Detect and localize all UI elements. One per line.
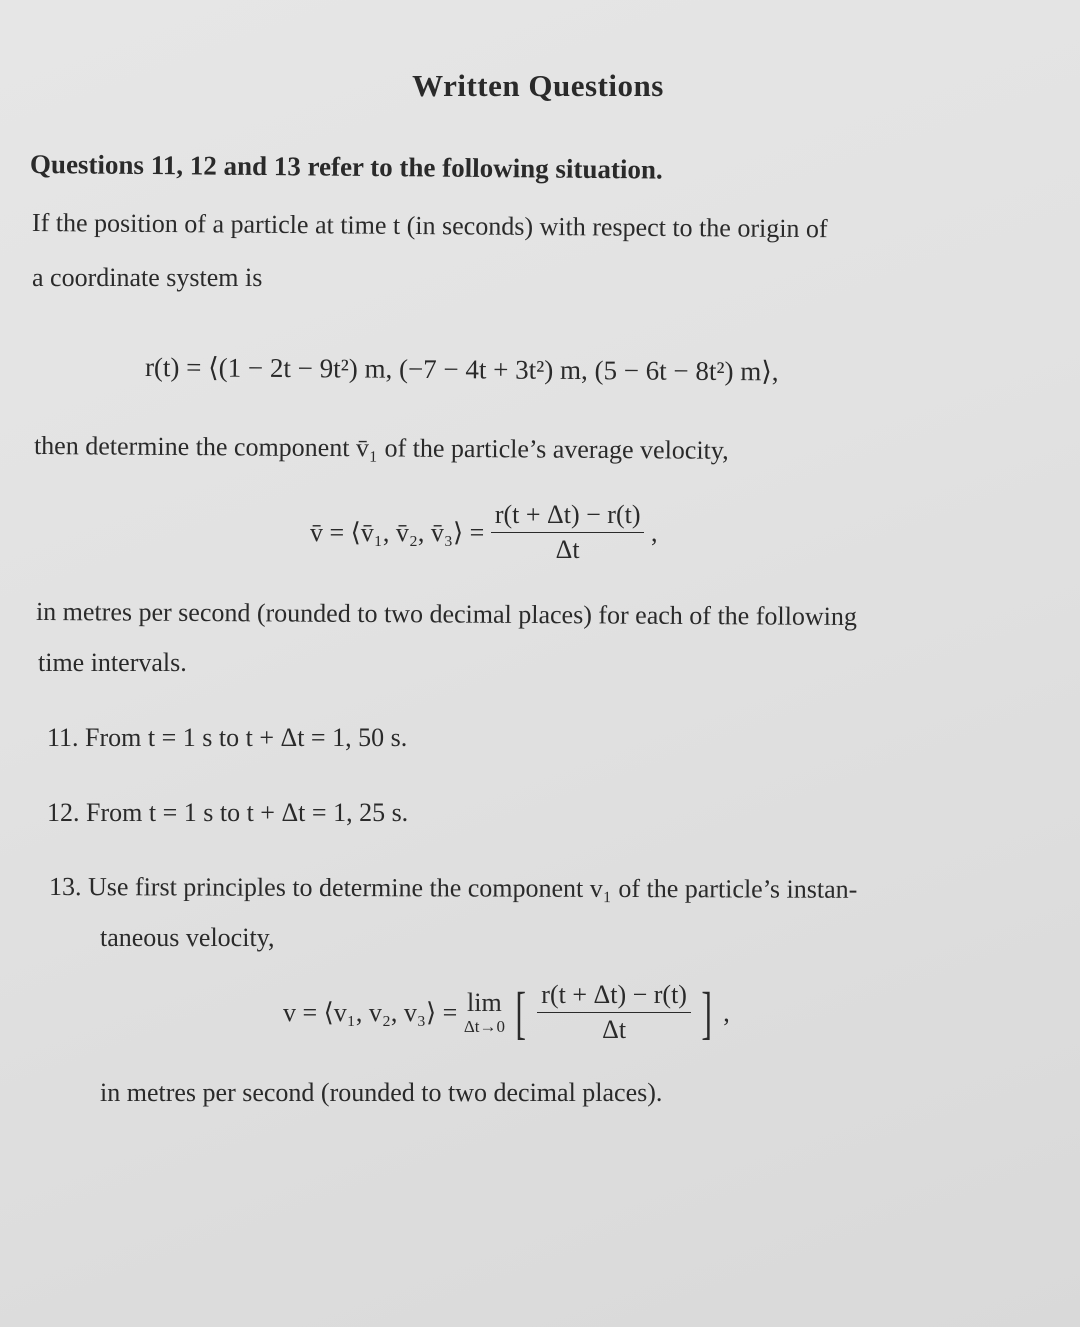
metres-line-2: time intervals. — [38, 648, 187, 677]
intro-heading: Questions 11, 12 and 13 refer to the following situation. — [29, 149, 663, 185]
limit-subscript: Δt→0 — [463, 1017, 505, 1036]
average-velocity-numerator: r(t + Δt) − r(t) — [491, 500, 645, 533]
average-velocity-fraction — [491, 500, 645, 565]
question-13-line-2: taneous velocity, — [100, 923, 275, 952]
question-11: 11. From t = 1 s to t + Δt = 1, 50 s. — [47, 723, 408, 752]
then-line: then determine the component v̄₁ of the particle’s average velocity, — [33, 431, 729, 465]
question-13-line-1: 13. Use first principles to determine the component v₁ of the particle’s instan- — [48, 872, 858, 904]
instantaneous-velocity-numerator: r(t + Δt) − r(t) — [537, 980, 691, 1013]
instantaneous-velocity-fraction — [537, 980, 691, 1045]
average-velocity-equation — [310, 500, 657, 565]
final-line: in metres per second (rounded to two decimal places). — [100, 1078, 663, 1107]
limit-operator — [464, 990, 505, 1035]
average-velocity-denominator: Δt — [555, 535, 580, 564]
instantaneous-velocity-denominator: Δt — [602, 1015, 627, 1044]
right-bracket: ] — [701, 979, 713, 1045]
intro-line-1: If the position of a particle at time t (in seconds) with respect to the origin of — [31, 208, 828, 244]
left-bracket: [ — [515, 979, 527, 1045]
instantaneous-velocity-equation — [283, 980, 730, 1045]
instantaneous-velocity-lhs: v = ⟨v₁, v₂, v₃⟩ = — [283, 997, 458, 1027]
comma: , — [650, 517, 658, 547]
comma: , — [723, 997, 730, 1027]
metres-line-1: in metres per second (rounded to two decimal places) for each of the following — [35, 597, 857, 632]
average-velocity-lhs: v̄ = ⟨v̄₁, v̄₂, v̄₃⟩ = — [310, 517, 485, 547]
limit-label: lim — [467, 988, 502, 1017]
question-12: 12. From t = 1 s to t + Δt = 1, 25 s. — [47, 798, 409, 827]
position-equation: r(t) = ⟨(1 − 2t − 9t²) m, (−7 − 4t + 3t²) m, (5 − 6t − 8t²) m⟩, — [144, 352, 779, 387]
intro-line-2: a coordinate system is — [32, 263, 263, 292]
page-title: Written Questions — [412, 68, 664, 103]
